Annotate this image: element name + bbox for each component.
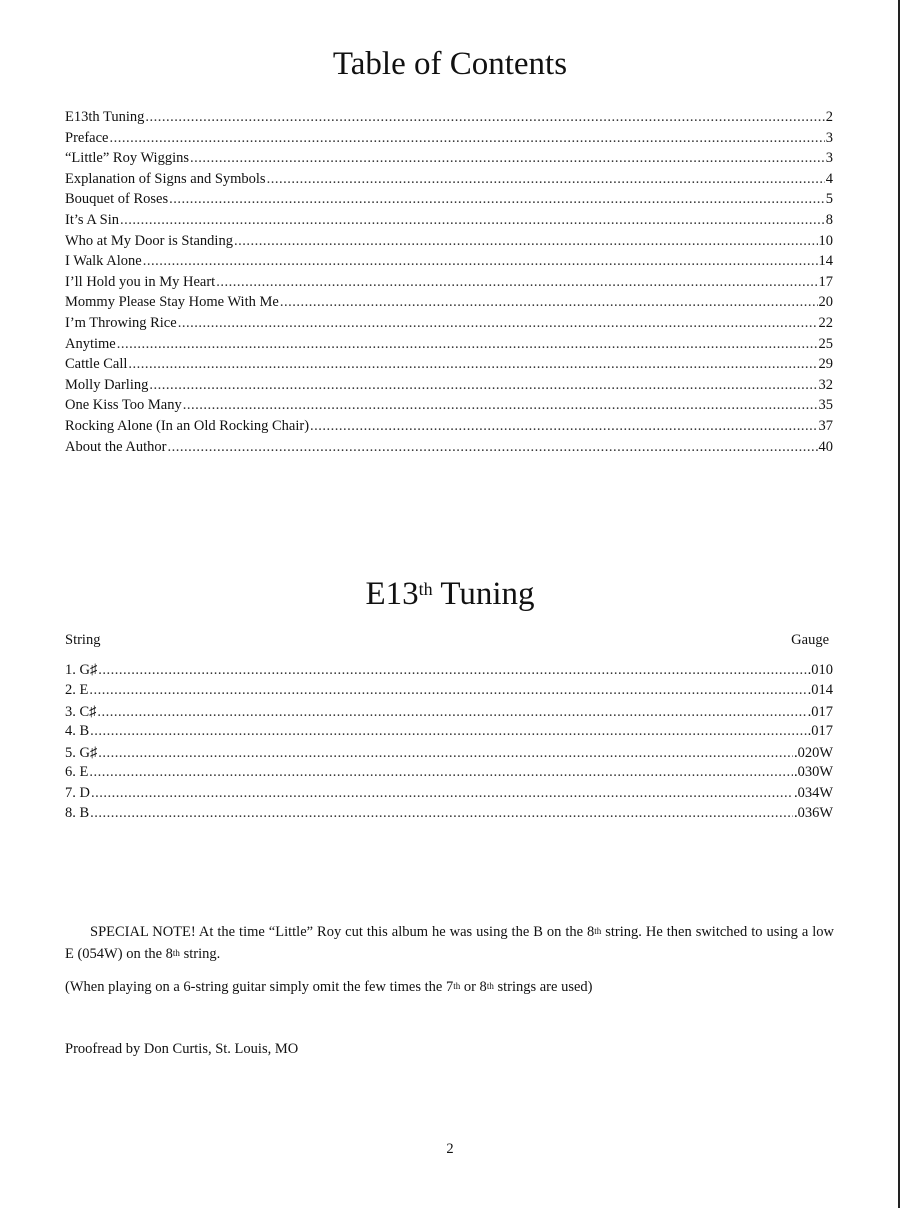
dot-leader [89, 763, 793, 781]
tuning-row [65, 804, 833, 822]
toc-entry-title: Mommy Please Stay Home With Me [65, 294, 279, 311]
string-label: 1. G♯ [65, 662, 98, 678]
tuning-row [65, 763, 833, 781]
tuning-title-main: E13 [365, 576, 419, 612]
dot-leader [117, 335, 818, 353]
toc-entry-title: Anytime [65, 335, 116, 352]
toc-entry-page: 37 [818, 418, 833, 434]
special-note-text-2: string. He then switched to using a low E (054W) on the 8 [65, 923, 834, 962]
toc-entry-title: One Kiss Too Many [65, 397, 182, 414]
toc-entry [65, 438, 833, 456]
dot-leader [183, 396, 818, 414]
toc-entry-page: 17 [818, 273, 833, 290]
toc-entry-title: I’ll Hold you in My Heart [65, 273, 216, 290]
special-note-sup-2: th [172, 947, 180, 958]
string-gauge: .017 [807, 704, 833, 720]
dot-leader [98, 661, 806, 679]
dot-leader [90, 804, 793, 822]
toc-entry [65, 149, 833, 167]
omit-note-sup-2: th [486, 980, 494, 991]
string-gauge: .034W [793, 785, 833, 801]
toc-entry [65, 314, 833, 332]
string-gauge: .036W [793, 805, 833, 821]
string-label: 6. E [65, 764, 89, 780]
special-note [65, 921, 834, 965]
string-gauge: .010 [807, 662, 833, 678]
dot-leader [190, 149, 825, 167]
string-gauge: .020W [793, 745, 833, 761]
toc-entry-page: 32 [818, 376, 833, 393]
omit-note [65, 976, 834, 998]
toc-entry [65, 273, 833, 291]
tuning-row [65, 703, 833, 721]
toc-entry [65, 108, 833, 126]
string-label: 4. B [65, 723, 90, 739]
string-label: 7. D [65, 785, 90, 801]
toc-entry-page: 2 [825, 109, 833, 125]
toc-entry-title: “Little” Roy Wiggins [65, 150, 189, 167]
dot-leader [91, 784, 793, 802]
string-gauge: .014 [807, 682, 833, 698]
toc-entry-page: 3 [825, 150, 833, 167]
toc-entry [65, 396, 833, 414]
tuning-row [65, 722, 833, 740]
toc-entry-page: 20 [818, 294, 833, 311]
toc-entry [65, 335, 833, 353]
dot-leader [149, 376, 817, 394]
toc-entry-title: Rocking Alone (In an Old Rocking Chair) [65, 418, 310, 434]
omit-note-text-1: (When playing on a 6-string guitar simply omit the few times the 7 [65, 978, 454, 995]
toc-entry [65, 232, 833, 250]
toc-entry-page: 3 [825, 129, 833, 146]
dot-leader [280, 293, 818, 311]
dot-leader [143, 252, 818, 270]
toc-entry-page: 25 [818, 335, 833, 352]
dot-leader [109, 129, 824, 147]
toc-entry-title: Explanation of Signs and Symbols [65, 170, 266, 187]
toc-entry [65, 252, 833, 270]
toc-entry-title: E13th Tuning [65, 109, 145, 125]
toc-entry-page: 40 [818, 438, 833, 455]
page-number: 2 [446, 1141, 454, 1157]
dot-leader [178, 314, 818, 332]
toc-entry-title: About the Author [65, 438, 167, 455]
gauge-column-header: Gauge [791, 632, 829, 648]
toc-entry [65, 293, 833, 311]
toc-entry [65, 129, 833, 147]
tuning-row [65, 681, 833, 699]
toc-entry-title: I’m Throwing Rice [65, 315, 177, 331]
dot-leader [169, 190, 825, 208]
string-column-header: String [65, 632, 101, 648]
toc-entry-title: Preface [65, 129, 109, 146]
dot-leader [234, 232, 818, 250]
toc-entry-page: 22 [818, 315, 833, 331]
tuning-row [65, 784, 833, 802]
toc-entry-page: 35 [818, 397, 833, 414]
dot-leader [97, 703, 806, 721]
tuning-row [65, 744, 833, 762]
toc-entry [65, 170, 833, 188]
tuning-title-rest: Tuning [432, 576, 535, 612]
toc-entry-page: 10 [818, 232, 833, 249]
special-note-text-3: string. [179, 945, 221, 962]
toc-entry [65, 417, 833, 435]
string-gauge: .030W [793, 764, 833, 780]
omit-note-sup-1: th [453, 980, 461, 991]
omit-note-text-2: or 8 [460, 978, 487, 995]
toc-entry-title: Cattle Call [65, 356, 128, 373]
dot-leader [98, 744, 793, 762]
dot-leader [216, 273, 817, 291]
tuning-title [0, 578, 900, 611]
dot-leader [267, 170, 825, 188]
dot-leader [145, 108, 824, 126]
toc-entry-page: 14 [818, 253, 833, 270]
dot-leader [90, 722, 806, 740]
string-label: 3. C♯ [65, 704, 97, 720]
toc-entry-page: 4 [825, 170, 833, 187]
toc-entry-page: 29 [818, 356, 833, 373]
toc-entry [65, 190, 833, 208]
toc-entry-page: 8 [825, 212, 833, 228]
dot-leader [128, 355, 817, 373]
toc-entry [65, 376, 833, 394]
string-label: 2. E [65, 682, 89, 698]
dot-leader [168, 438, 818, 456]
toc-entry [65, 211, 833, 229]
toc-entry-title: Bouquet of Roses [65, 191, 169, 208]
toc-title: Table of Contents [332, 46, 568, 82]
string-label: 8. B [65, 805, 90, 821]
dot-leader [310, 417, 817, 435]
dot-leader [120, 211, 825, 229]
toc-entry-title: I Walk Alone [65, 253, 142, 270]
omit-note-text-3: strings are used) [493, 978, 593, 995]
toc-entry-title: It’s A Sin [65, 212, 119, 228]
tuning-title-sup: th [418, 579, 433, 599]
tuning-row [65, 661, 833, 679]
toc-entry-title: Who at My Door is Standing [65, 232, 233, 249]
toc-entry-page: 5 [825, 191, 833, 208]
special-note-sup-1: th [594, 925, 602, 936]
toc-entry-title: Molly Darling [65, 376, 149, 393]
proofread-credit: Proofread by Don Curtis, St. Louis, MO [65, 1040, 299, 1057]
string-gauge: .017 [807, 723, 833, 739]
dot-leader [89, 681, 806, 699]
special-note-text-1: SPECIAL NOTE! At the time “Little” Roy cut this album he was using the B on the 8 [90, 923, 595, 940]
toc-entry [65, 355, 833, 373]
string-label: 5. G♯ [65, 745, 98, 761]
